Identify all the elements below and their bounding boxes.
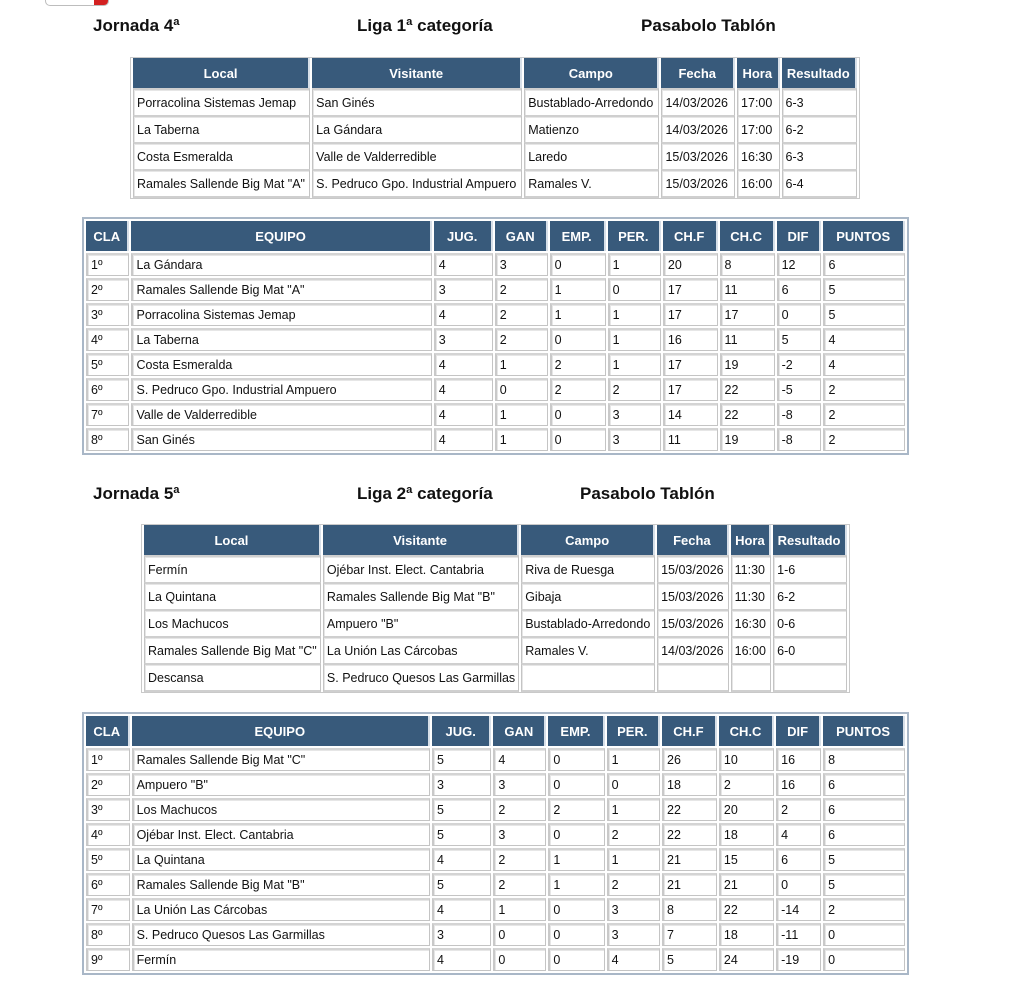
- column-header-resultado: Resultado: [773, 525, 847, 555]
- cell-cla: 1º: [86, 748, 130, 771]
- cell-per: 1: [608, 353, 661, 376]
- cell-puntos: 0: [823, 923, 905, 946]
- table-row: [144, 582, 847, 609]
- column-header-emp: EMP.: [550, 221, 606, 251]
- cell-fecha: 15/03/2026: [657, 609, 729, 636]
- column-header-ch-c: CH.C: [719, 716, 774, 746]
- cell-emp: 2: [550, 353, 606, 376]
- cell-per: 3: [608, 403, 661, 426]
- cell-fecha: 15/03/2026: [657, 555, 729, 582]
- cell-ch-c: 11: [720, 278, 775, 301]
- cell-local: Ramales Sallende Big Mat "A": [133, 169, 310, 198]
- cell-jug: 4: [434, 403, 493, 426]
- cell-ch-c: 19: [720, 428, 775, 451]
- cell-emp: 0: [550, 403, 606, 426]
- cell-puntos: 4: [823, 328, 905, 351]
- table-row: [86, 428, 905, 451]
- cell-cla: 9º: [86, 948, 130, 971]
- column-header-puntos: PUNTOS: [823, 221, 905, 251]
- cell-puntos: 8: [823, 748, 905, 771]
- cell-gan: 2: [493, 873, 546, 896]
- table-row: [86, 773, 905, 796]
- cell-gan: 0: [493, 923, 546, 946]
- cell-cla: 7º: [86, 898, 130, 921]
- cell-campo: Gibaja: [521, 582, 655, 609]
- cell-emp: 0: [548, 923, 604, 946]
- cell-hora: [731, 663, 772, 692]
- cell-cla: 2º: [86, 773, 130, 796]
- cell-equipo: La Unión Las Cárcobas: [132, 898, 430, 921]
- column-header-per: PER.: [607, 716, 660, 746]
- cell-per: 1: [607, 748, 660, 771]
- table-row: [86, 848, 905, 871]
- cell-ch-c: 2: [719, 773, 774, 796]
- cell-puntos: 2: [823, 428, 905, 451]
- column-header-local: Local: [133, 58, 310, 88]
- cell-per: 0: [607, 773, 660, 796]
- table-row: [86, 823, 905, 846]
- column-header-campo: Campo: [524, 58, 659, 88]
- cell-cla: 2º: [86, 278, 129, 301]
- cell-puntos: 6: [823, 773, 905, 796]
- column-header-dif: DIF: [776, 716, 821, 746]
- cell-jug: 3: [432, 773, 491, 796]
- cell-hora: 17:00: [737, 88, 779, 115]
- cell-puntos: 6: [823, 798, 905, 821]
- cell-gan: 2: [493, 848, 546, 871]
- table-row: [86, 378, 905, 401]
- cell-gan: 1: [495, 353, 548, 376]
- cell-cla: 5º: [86, 848, 130, 871]
- cell-ch-f: 5: [662, 948, 717, 971]
- column-header-visitante: Visitante: [323, 525, 519, 555]
- cell-cla: 8º: [86, 428, 129, 451]
- cell-jug: 4: [434, 378, 493, 401]
- cell-hora: 16:00: [731, 636, 772, 663]
- cell-campo: Ramales V.: [521, 636, 655, 663]
- cell-gan: 3: [495, 253, 548, 276]
- cell-campo: Bustablado-Arredondo: [524, 88, 659, 115]
- header-row: [133, 58, 857, 88]
- cell-per: 1: [608, 253, 661, 276]
- cell-emp: 0: [550, 428, 606, 451]
- cell-cla: 4º: [86, 823, 130, 846]
- cell-local: Costa Esmeralda: [133, 142, 310, 169]
- cell-resultado: 6-0: [773, 636, 847, 663]
- cell-emp: 0: [548, 898, 604, 921]
- cell-gan: 2: [495, 303, 548, 326]
- cell-jug: 4: [432, 848, 491, 871]
- standings-table: [82, 712, 909, 975]
- cell-resultado: 6-3: [782, 142, 858, 169]
- cell-local: La Taberna: [133, 115, 310, 142]
- cell-ch-f: 17: [663, 278, 718, 301]
- table-row: [86, 328, 905, 351]
- cell-emp: 2: [548, 798, 604, 821]
- cell-resultado: [773, 663, 847, 692]
- cell-jug: 3: [432, 923, 491, 946]
- column-header-ch-f: CH.F: [662, 716, 717, 746]
- cell-jug: 4: [432, 948, 491, 971]
- league-heading: Liga 1ª categoría: [357, 16, 493, 35]
- cell-ch-c: 22: [720, 378, 775, 401]
- cell-dif: 4: [776, 823, 821, 846]
- cell-equipo: Costa Esmeralda: [131, 353, 431, 376]
- cell-jug: 5: [432, 823, 491, 846]
- cell-puntos: 2: [823, 378, 905, 401]
- table-row: [133, 142, 857, 169]
- fixtures-table: [130, 57, 860, 199]
- cell-visitante: San Ginés: [312, 88, 522, 115]
- cell-campo: Ramales V.: [524, 169, 659, 198]
- cell-resultado: 1-6: [773, 555, 847, 582]
- cell-emp: 0: [550, 328, 606, 351]
- cell-campo: Riva de Ruesga: [521, 555, 655, 582]
- cell-dif: -8: [777, 403, 822, 426]
- cell-fecha: 14/03/2026: [661, 88, 735, 115]
- cell-ch-f: 22: [662, 823, 717, 846]
- column-header-ch-c: CH.C: [720, 221, 775, 251]
- header-row: [144, 525, 847, 555]
- cell-ch-c: 18: [719, 923, 774, 946]
- cell-fecha: 15/03/2026: [661, 142, 735, 169]
- cell-campo: Laredo: [524, 142, 659, 169]
- cell-jug: 5: [432, 748, 491, 771]
- cell-visitante: Ramales Sallende Big Mat "B": [323, 582, 519, 609]
- cell-dif: -19: [776, 948, 821, 971]
- cell-per: 3: [607, 923, 660, 946]
- cell-local: Descansa: [144, 663, 321, 692]
- cell-emp: 0: [548, 948, 604, 971]
- cell-dif: 0: [776, 873, 821, 896]
- cell-jug: 5: [432, 798, 491, 821]
- table-row: [86, 898, 905, 921]
- cell-equipo: La Taberna: [131, 328, 431, 351]
- cell-jug: 5: [432, 873, 491, 896]
- cell-emp: 0: [550, 253, 606, 276]
- cell-fecha: 15/03/2026: [657, 582, 729, 609]
- cell-puntos: 5: [823, 873, 905, 896]
- cell-dif: 16: [776, 773, 821, 796]
- column-header-local: Local: [144, 525, 321, 555]
- cell-dif: -14: [776, 898, 821, 921]
- cell-ch-f: 17: [663, 378, 718, 401]
- cell-emp: 2: [550, 378, 606, 401]
- cell-jug: 4: [434, 253, 493, 276]
- cell-cla: 6º: [86, 378, 129, 401]
- cell-ch-f: 18: [662, 773, 717, 796]
- cell-emp: 0: [548, 823, 604, 846]
- column-header-equipo: EQUIPO: [131, 221, 431, 251]
- cell-per: 2: [607, 823, 660, 846]
- cell-cla: 8º: [86, 923, 130, 946]
- table-row: [86, 278, 905, 301]
- cell-per: 2: [608, 378, 661, 401]
- cell-gan: 0: [493, 948, 546, 971]
- cell-ch-c: 19: [720, 353, 775, 376]
- cell-dif: 6: [777, 278, 822, 301]
- cell-resultado: 6-4: [782, 169, 858, 198]
- cell-ch-f: 17: [663, 353, 718, 376]
- cell-ch-c: 22: [719, 898, 774, 921]
- cell-dif: 5: [777, 328, 822, 351]
- cell-equipo: San Ginés: [131, 428, 431, 451]
- cell-ch-c: 24: [719, 948, 774, 971]
- table-row: [86, 873, 905, 896]
- table-row: [133, 169, 857, 198]
- cell-ch-f: 22: [662, 798, 717, 821]
- cell-local: Ramales Sallende Big Mat "C": [144, 636, 321, 663]
- cell-dif: 12: [777, 253, 822, 276]
- cell-hora: 17:00: [737, 115, 779, 142]
- cell-ch-c: 20: [719, 798, 774, 821]
- cell-dif: 16: [776, 748, 821, 771]
- cell-gan: 3: [493, 773, 546, 796]
- cell-ch-c: 21: [719, 873, 774, 896]
- table-row: [86, 748, 905, 771]
- cell-jug: 4: [434, 303, 493, 326]
- table-row: [86, 253, 905, 276]
- cell-gan: 2: [495, 278, 548, 301]
- cell-jug: 3: [434, 328, 493, 351]
- cell-gan: 2: [495, 328, 548, 351]
- table-row: [86, 948, 905, 971]
- cell-ch-f: 8: [662, 898, 717, 921]
- cell-dif: 0: [777, 303, 822, 326]
- cell-dif: -5: [777, 378, 822, 401]
- cell-ch-f: 11: [663, 428, 718, 451]
- cell-per: 4: [607, 948, 660, 971]
- cell-jug: 4: [434, 353, 493, 376]
- column-header-dif: DIF: [777, 221, 822, 251]
- cell-jug: 3: [434, 278, 493, 301]
- cell-equipo: Los Machucos: [132, 798, 430, 821]
- cell-equipo: Valle de Valderredible: [131, 403, 431, 426]
- cell-gan: 1: [495, 428, 548, 451]
- cell-equipo: La Quintana: [132, 848, 430, 871]
- cell-fecha: 14/03/2026: [661, 115, 735, 142]
- column-header-visitante: Visitante: [312, 58, 522, 88]
- cell-equipo: La Gándara: [131, 253, 431, 276]
- cell-per: 2: [607, 873, 660, 896]
- cell-ch-c: 17: [720, 303, 775, 326]
- cell-cla: 3º: [86, 303, 129, 326]
- cell-puntos: 0: [823, 948, 905, 971]
- cell-local: Porracolina Sistemas Jemap: [133, 88, 310, 115]
- cell-puntos: 5: [823, 278, 905, 301]
- cell-cla: 4º: [86, 328, 129, 351]
- fixtures-table: [141, 524, 850, 693]
- cell-visitante: Valle de Valderredible: [312, 142, 522, 169]
- cell-equipo: Ramales Sallende Big Mat "B": [132, 873, 430, 896]
- cell-ch-f: 21: [662, 873, 717, 896]
- cell-local: Fermín: [144, 555, 321, 582]
- cell-local: La Quintana: [144, 582, 321, 609]
- cell-fecha: 15/03/2026: [661, 169, 735, 198]
- cell-resultado: 6-2: [773, 582, 847, 609]
- cell-ch-f: 7: [662, 923, 717, 946]
- cell-cla: 7º: [86, 403, 129, 426]
- cell-gan: 2: [493, 798, 546, 821]
- cell-puntos: 6: [823, 823, 905, 846]
- cell-fecha: [657, 663, 729, 692]
- cell-resultado: 0-6: [773, 609, 847, 636]
- column-header-jug: JUG.: [432, 716, 491, 746]
- table-row: [86, 923, 905, 946]
- cell-dif: -8: [777, 428, 822, 451]
- cell-ch-f: 17: [663, 303, 718, 326]
- cell-ch-c: 18: [719, 823, 774, 846]
- column-header-cla: CLA: [86, 716, 130, 746]
- cell-hora: 11:30: [731, 582, 772, 609]
- cell-per: 3: [608, 428, 661, 451]
- table-row: [133, 88, 857, 115]
- cell-visitante: S. Pedruco Quesos Las Garmillas: [323, 663, 519, 692]
- table-row: [86, 403, 905, 426]
- table-row: [133, 115, 857, 142]
- cell-dif: -11: [776, 923, 821, 946]
- cell-equipo: Ramales Sallende Big Mat "C": [132, 748, 430, 771]
- column-header-ch-f: CH.F: [663, 221, 718, 251]
- cell-equipo: Ampuero "B": [132, 773, 430, 796]
- cell-ch-f: 14: [663, 403, 718, 426]
- column-header-per: PER.: [608, 221, 661, 251]
- cell-campo: Bustablado-Arredondo: [521, 609, 655, 636]
- table-row: [144, 636, 847, 663]
- cell-hora: 16:00: [737, 169, 779, 198]
- cell-cla: 1º: [86, 253, 129, 276]
- modality-heading: Pasabolo Tablón: [580, 484, 715, 503]
- cell-campo: [521, 663, 655, 692]
- cell-visitante: Ampuero "B": [323, 609, 519, 636]
- cell-visitante: La Gándara: [312, 115, 522, 142]
- cell-ch-f: 16: [663, 328, 718, 351]
- column-header-gan: GAN: [495, 221, 548, 251]
- table-row: [86, 303, 905, 326]
- column-header-hora: Hora: [737, 58, 779, 88]
- cell-dif: -2: [777, 353, 822, 376]
- partial-toggle-control: [45, 0, 109, 6]
- cell-equipo: Porracolina Sistemas Jemap: [131, 303, 431, 326]
- cell-gan: 1: [493, 898, 546, 921]
- cell-ch-c: 10: [719, 748, 774, 771]
- cell-visitante: S. Pedruco Gpo. Industrial Ampuero: [312, 169, 522, 198]
- cell-hora: 11:30: [731, 555, 772, 582]
- header-row: [86, 716, 905, 746]
- cell-emp: 0: [548, 773, 604, 796]
- cell-ch-f: 26: [662, 748, 717, 771]
- column-header-puntos: PUNTOS: [823, 716, 905, 746]
- cell-local: Los Machucos: [144, 609, 321, 636]
- cell-ch-c: 15: [719, 848, 774, 871]
- column-header-gan: GAN: [493, 716, 546, 746]
- cell-equipo: Ojébar Inst. Elect. Cantabria: [132, 823, 430, 846]
- cell-ch-c: 8: [720, 253, 775, 276]
- cell-per: 3: [607, 898, 660, 921]
- cell-resultado: 6-2: [782, 115, 858, 142]
- cell-visitante: La Unión Las Cárcobas: [323, 636, 519, 663]
- cell-dif: 6: [776, 848, 821, 871]
- cell-hora: 16:30: [737, 142, 779, 169]
- cell-resultado: 6-3: [782, 88, 858, 115]
- cell-ch-f: 21: [662, 848, 717, 871]
- cell-visitante: Ojébar Inst. Elect. Cantabria: [323, 555, 519, 582]
- cell-gan: 1: [495, 403, 548, 426]
- table-row: [144, 663, 847, 692]
- column-header-emp: EMP.: [548, 716, 604, 746]
- column-header-fecha: Fecha: [657, 525, 729, 555]
- header-row: [86, 221, 905, 251]
- cell-emp: 1: [548, 848, 604, 871]
- cell-emp: 0: [548, 748, 604, 771]
- cell-per: 0: [608, 278, 661, 301]
- cell-emp: 1: [550, 278, 606, 301]
- cell-campo: Matienzo: [524, 115, 659, 142]
- modality-heading: Pasabolo Tablón: [641, 16, 776, 35]
- cell-per: 1: [608, 303, 661, 326]
- cell-puntos: 6: [823, 253, 905, 276]
- cell-hora: 16:30: [731, 609, 772, 636]
- cell-puntos: 4: [823, 353, 905, 376]
- column-header-fecha: Fecha: [661, 58, 735, 88]
- cell-dif: 2: [776, 798, 821, 821]
- cell-equipo: S. Pedruco Gpo. Industrial Ampuero: [131, 378, 431, 401]
- cell-ch-f: 20: [663, 253, 718, 276]
- cell-cla: 5º: [86, 353, 129, 376]
- cell-gan: 3: [493, 823, 546, 846]
- column-header-hora: Hora: [731, 525, 772, 555]
- cell-puntos: 5: [823, 848, 905, 871]
- column-header-equipo: EQUIPO: [132, 716, 430, 746]
- cell-cla: 6º: [86, 873, 130, 896]
- cell-puntos: 5: [823, 303, 905, 326]
- jornada-heading: Jornada 5ª: [93, 484, 180, 503]
- cell-ch-c: 22: [720, 403, 775, 426]
- league-heading: Liga 2ª categoría: [357, 484, 493, 503]
- cell-puntos: 2: [823, 403, 905, 426]
- cell-gan: 0: [495, 378, 548, 401]
- table-row: [144, 609, 847, 636]
- cell-jug: 4: [434, 428, 493, 451]
- column-header-resultado: Resultado: [782, 58, 858, 88]
- cell-equipo: S. Pedruco Quesos Las Garmillas: [132, 923, 430, 946]
- cell-puntos: 2: [823, 898, 905, 921]
- table-row: [86, 353, 905, 376]
- standings-table: [82, 217, 909, 455]
- cell-cla: 3º: [86, 798, 130, 821]
- column-header-cla: CLA: [86, 221, 129, 251]
- cell-equipo: Fermín: [132, 948, 430, 971]
- jornada-heading: Jornada 4ª: [93, 16, 180, 35]
- cell-emp: 1: [548, 873, 604, 896]
- cell-jug: 4: [432, 898, 491, 921]
- cell-equipo: Ramales Sallende Big Mat "A": [131, 278, 431, 301]
- cell-per: 1: [608, 328, 661, 351]
- cell-fecha: 14/03/2026: [657, 636, 729, 663]
- cell-per: 1: [607, 848, 660, 871]
- table-row: [86, 798, 905, 821]
- cell-emp: 1: [550, 303, 606, 326]
- cell-per: 1: [607, 798, 660, 821]
- column-header-campo: Campo: [521, 525, 655, 555]
- table-row: [144, 555, 847, 582]
- column-header-jug: JUG.: [434, 221, 493, 251]
- cell-ch-c: 11: [720, 328, 775, 351]
- cell-gan: 4: [493, 748, 546, 771]
